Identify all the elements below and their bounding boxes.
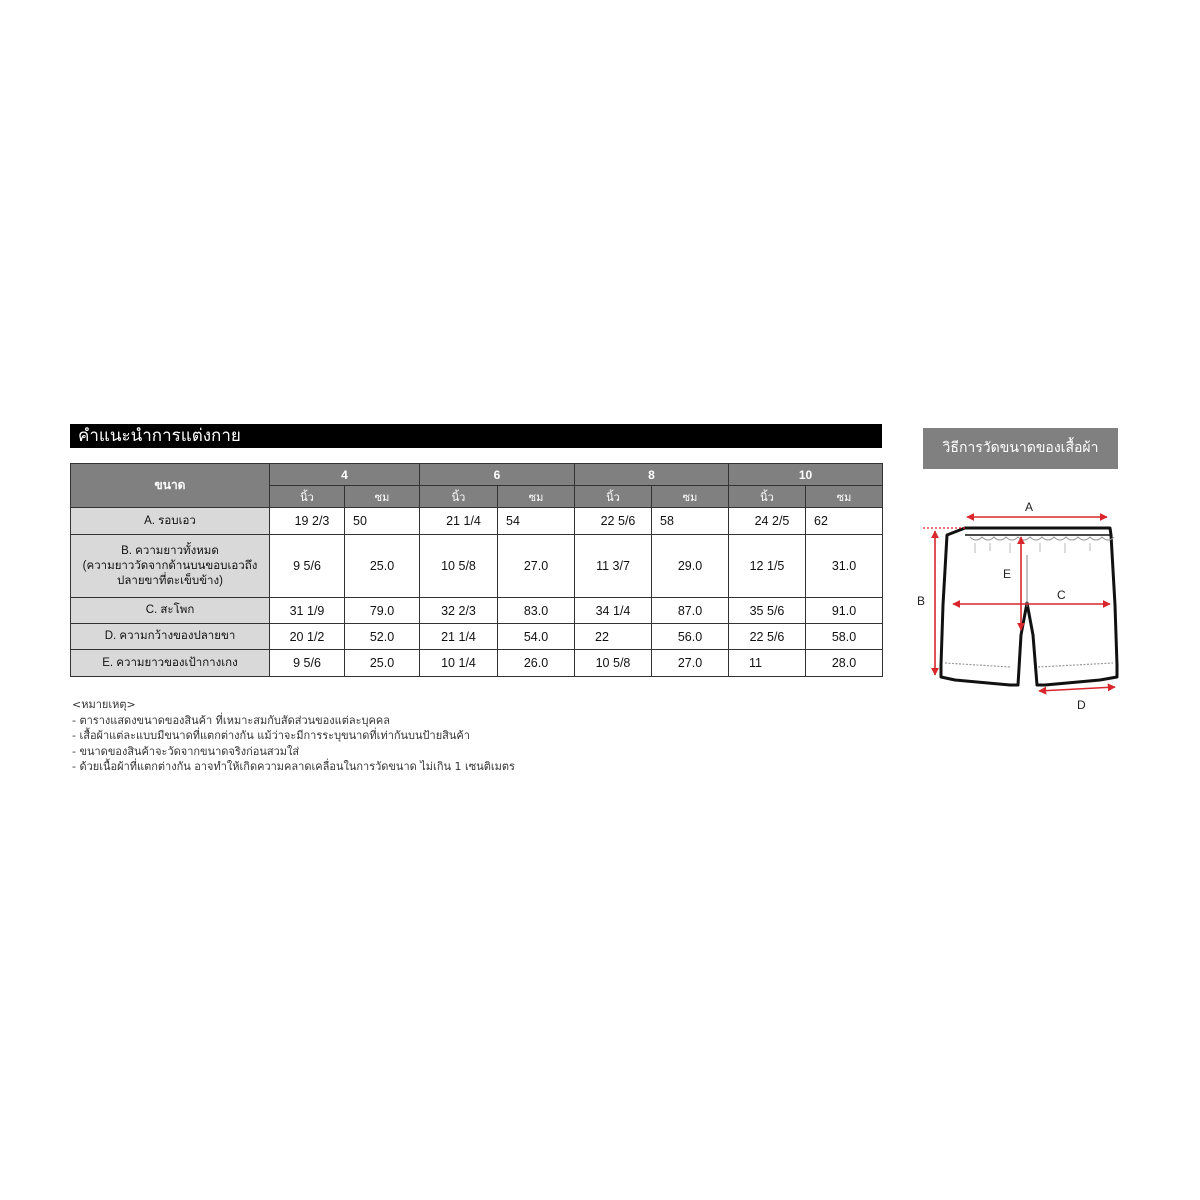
unit-cm: ซม <box>652 486 729 508</box>
table-cell: 25.0 <box>345 535 420 598</box>
size-6-header: 6 <box>420 464 575 486</box>
row-label-hip: C. สะโพก <box>71 598 270 624</box>
table-row <box>71 650 883 677</box>
table-cell: 31 1/9 <box>270 598 345 624</box>
table-cell: 20 1/2 <box>270 624 345 650</box>
measure-guide-title: วิธีการวัดขนาดของเสื้อผ้า <box>923 428 1118 469</box>
table-cell: 26.0 <box>498 650 575 677</box>
table-cell: 9 5/6 <box>270 650 345 677</box>
table-cell: 34 1/4 <box>575 598 652 624</box>
table-row <box>71 508 883 535</box>
table-cell: 11 3/7 <box>575 535 652 598</box>
note-item: - ด้วยเนื้อผ้าที่แตกต่างกัน อาจทำให้เกิดความคลาดเคลื่อนในการวัดขนาด ไม่เกิน 1 เซนติเมตร <box>72 760 515 773</box>
unit-cm: ซม <box>345 486 420 508</box>
note-item: - เสื้อผ้าแต่ละแบบมีขนาดที่แตกต่างกัน แม้ว่าจะมีการระบุขนาดที่เท่ากันบนป้ายสินค้า <box>72 729 470 742</box>
table-cell: 52.0 <box>345 624 420 650</box>
table-row <box>71 598 883 624</box>
table-cell: 19 2/3 <box>270 508 345 535</box>
size-header: ขนาด <box>71 464 270 508</box>
table-cell: 27.0 <box>498 535 575 598</box>
row-label-rise: E. ความยาวของเป้ากางเกง <box>71 650 270 677</box>
table-cell: 56.0 <box>652 624 729 650</box>
unit-inch: นิ้ว <box>575 486 652 508</box>
table-cell: 28.0 <box>806 650 883 677</box>
table-cell: 10 5/8 <box>575 650 652 677</box>
unit-inch: นิ้ว <box>420 486 498 508</box>
label-a: A <box>1025 500 1034 514</box>
table-cell: 31.0 <box>806 535 883 598</box>
row-label-line: B. ความยาวทั้งหมด <box>121 544 219 557</box>
table-cell: 54.0 <box>498 624 575 650</box>
shorts-outline-icon <box>941 528 1117 685</box>
size-chart-table <box>70 463 883 677</box>
table-cell: 22 5/6 <box>575 508 652 535</box>
table-cell: 83.0 <box>498 598 575 624</box>
note-item: - ขนาดของสินค้าจะวัดจากขนาดจริงก่อนสวมใส่ <box>72 744 300 758</box>
table-cell: 21 1/4 <box>420 624 498 650</box>
table-cell: 22 <box>575 624 652 650</box>
table-cell: 25.0 <box>345 650 420 677</box>
table-cell: 58.0 <box>806 624 883 650</box>
row-label-line: ปลายขาที่ตะเข็บข้าง) <box>117 574 223 587</box>
row-label-waist: A. รอบเอว <box>71 508 270 535</box>
notes-heading: <หมายเหตุ> <box>72 698 136 711</box>
table-cell: 79.0 <box>345 598 420 624</box>
unit-inch: นิ้ว <box>270 486 345 508</box>
row-label-leg-opening: D. ความกว้างของปลายขา <box>71 624 270 650</box>
table-row <box>71 535 883 598</box>
size-10-header: 10 <box>729 464 883 486</box>
table-cell: 22 5/6 <box>729 624 806 650</box>
table-cell: 11 <box>729 650 806 677</box>
unit-cm: ซม <box>806 486 883 508</box>
notes <box>72 697 515 775</box>
size-8-header: 8 <box>575 464 729 486</box>
table-cell: 10 5/8 <box>420 535 498 598</box>
page-title: คำแนะนำการแต่งกาย <box>70 424 882 448</box>
label-c: C <box>1057 588 1066 602</box>
table-cell: 32 2/3 <box>420 598 498 624</box>
table-cell: 10 1/4 <box>420 650 498 677</box>
table-cell: 35 5/6 <box>729 598 806 624</box>
unit-cm: ซม <box>498 486 575 508</box>
table-cell: 54 <box>498 508 575 535</box>
table-cell: 21 1/4 <box>420 508 498 535</box>
table-cell: 62 <box>806 508 883 535</box>
table-cell: 24 2/5 <box>729 508 806 535</box>
table-row <box>71 624 883 650</box>
note-item: - ตารางแสดงขนาดของสินค้า ที่เหมาะสมกับสัดส่วนของแต่ละบุคคล <box>72 713 390 727</box>
row-label-line: (ความยาววัดจากด้านบนขอบเอวถึง <box>82 559 258 572</box>
unit-inch: นิ้ว <box>729 486 806 508</box>
table-cell: 58 <box>652 508 729 535</box>
table-cell: 29.0 <box>652 535 729 598</box>
label-d: D <box>1077 698 1086 712</box>
table-cell: 91.0 <box>806 598 883 624</box>
size-4-header: 4 <box>270 464 420 486</box>
row-label-total-length <box>71 535 270 598</box>
table-cell: 27.0 <box>652 650 729 677</box>
label-e: E <box>1003 567 1012 581</box>
table-cell: 9 5/6 <box>270 535 345 598</box>
table-cell: 12 1/5 <box>729 535 806 598</box>
label-b: B <box>917 594 926 608</box>
shorts-measurement-diagram <box>915 495 1130 715</box>
table-cell: 50 <box>345 508 420 535</box>
table-cell: 87.0 <box>652 598 729 624</box>
